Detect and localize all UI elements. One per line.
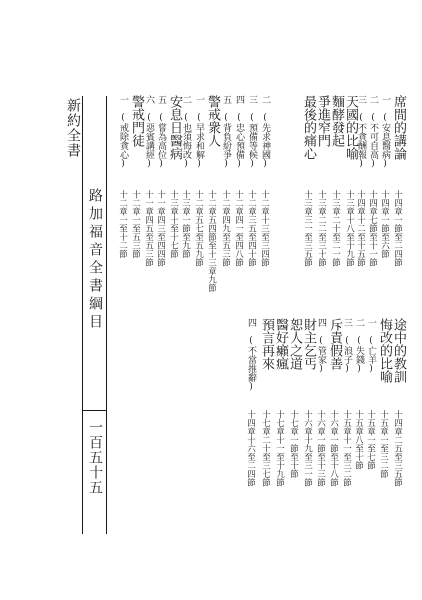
toc-entry-ref: 十四章十六至二四節	[245, 410, 256, 487]
toc-entry-ref: 十二章五四節至十三章九節	[206, 190, 217, 292]
toc-entry-ref: 十二章一至五三節	[130, 190, 141, 258]
toc-entry-ref: 十五章八至十節	[353, 410, 364, 470]
toc-entry-ref: 十七章一節至十節	[288, 410, 299, 478]
toc-entry-ref: 十二章一至十二節	[117, 190, 128, 258]
toc-entry-ref: 十三章十至十七節	[168, 190, 179, 258]
toc-entry-title: 醫好癩瘋	[273, 318, 288, 370]
toc-entry-title: 最後的痛心	[301, 95, 316, 160]
toc-entry-title: 二 (失錢)	[354, 318, 364, 374]
toc-entry-title: 一 (早求和解)	[194, 95, 204, 169]
toc-entry-ref: 十三章三一至三五節	[302, 190, 313, 267]
toc-entry-ref: 十五章一至七節	[365, 410, 376, 470]
toc-entry-title: 途中的教訓	[391, 318, 406, 383]
toc-entry-title: 財主乞丐	[301, 318, 316, 370]
toc-entry-ref: 十五章一至三二節	[378, 410, 389, 478]
toc-entry-title: 警戒衆人	[205, 95, 220, 147]
volume-title: 路加福音全書綱目	[87, 188, 103, 332]
toc-entry-title: 四 (管家)	[316, 318, 326, 374]
toc-entry-title: 五 (嘗為高位)	[156, 95, 166, 169]
toc-entry-ref: 十三章一節至九節	[180, 190, 191, 258]
toc-entry-title: 麵酵發起	[329, 95, 344, 147]
toc-entry-ref: 十三章二二至三十節	[316, 190, 327, 267]
toc-entry-ref: 十二章四一至四八節	[233, 190, 244, 267]
toc-entry-title: 一 (戒除貪心)	[118, 95, 128, 169]
book-title: 新約全書	[65, 98, 81, 158]
toc-entry-title: 五 (背負紛爭)	[221, 95, 231, 169]
toc-entry-title: 恕人之道	[287, 318, 302, 370]
toc-entry-title: 三 (不貪酬報)	[356, 95, 366, 169]
toc-entry-title: 二 (不可自高)	[368, 95, 378, 169]
toc-entry-ref: 十三章十八至十九節	[344, 190, 355, 267]
toc-entry-ref: 十六章十九至三一節	[302, 410, 313, 487]
toc-entry-title: 四 (不當推辭)	[246, 318, 256, 392]
toc-entry-ref: 十二章五七至五九節	[193, 190, 204, 267]
toc-entry-ref: 十四章七節至十一節	[367, 190, 378, 267]
toc-entry-ref: 十二章四九至五三節	[220, 190, 231, 267]
toc-entry-title: 天國的比喻	[343, 95, 358, 160]
toc-entry-title: 三 (預備等候)	[247, 95, 257, 169]
toc-entry-title: 一 (安息醫病)	[380, 95, 390, 169]
toc-entry-title: 六 (惡賓講經)	[144, 95, 154, 169]
toc-entry-ref: 十四章一節至二四節	[392, 190, 403, 267]
toc-entry-ref: 十一章四五至五三節	[143, 190, 154, 267]
toc-entry-ref: 十七章二十至三七節	[260, 410, 271, 487]
toc-entry-ref: 十五章十一至三二節	[341, 410, 352, 487]
toc-entry-title: 悔改的比喻	[377, 318, 392, 383]
toc-entry-title: 三 (浪子)	[342, 318, 352, 374]
toc-entry-title: 二 (也須悔改)	[181, 95, 191, 169]
toc-entry-ref: 十四章二五至三五節	[392, 410, 403, 487]
toc-entry-ref: 十二章三五至四十節	[246, 190, 257, 267]
toc-entry-ref: 十四章一節至六節	[379, 190, 390, 258]
toc-entry-title: 爭進窄門	[315, 95, 330, 147]
toc-entry-ref: 十六章一節至十三節	[315, 410, 326, 487]
toc-entry-title: 一 (亡羊)	[366, 318, 376, 374]
toc-entry-title: 警戒門徒	[129, 95, 144, 147]
toc-entry-ref: 十六章一節至十八節	[328, 410, 339, 487]
toc-entry-title: 斥責假善	[327, 318, 342, 370]
toc-entry-ref: 十四章十二至十五節	[355, 190, 366, 267]
page-number: 一百五十五	[87, 420, 103, 495]
header-rule-2	[106, 96, 107, 534]
toc-entry-title: 席間的講論	[391, 95, 406, 160]
toc-entry-title: 四 (忠心預備)	[234, 95, 244, 169]
toc-entry-ref: 十一章四三至四四節	[155, 190, 166, 267]
toc-entry-title: 預言再來	[259, 318, 274, 370]
toc-entry-title: 安息日醫病	[167, 95, 182, 160]
header-rule	[82, 96, 83, 534]
toc-entry-ref: 十七章十一至十九節	[274, 410, 285, 487]
toc-entry-ref: 十二章十三至三四節	[259, 190, 270, 267]
footer-rule	[82, 410, 106, 411]
toc-entry-ref: 十三章二十至二一節	[330, 190, 341, 267]
toc-entry-title: 二 (先求神國)	[260, 95, 270, 169]
